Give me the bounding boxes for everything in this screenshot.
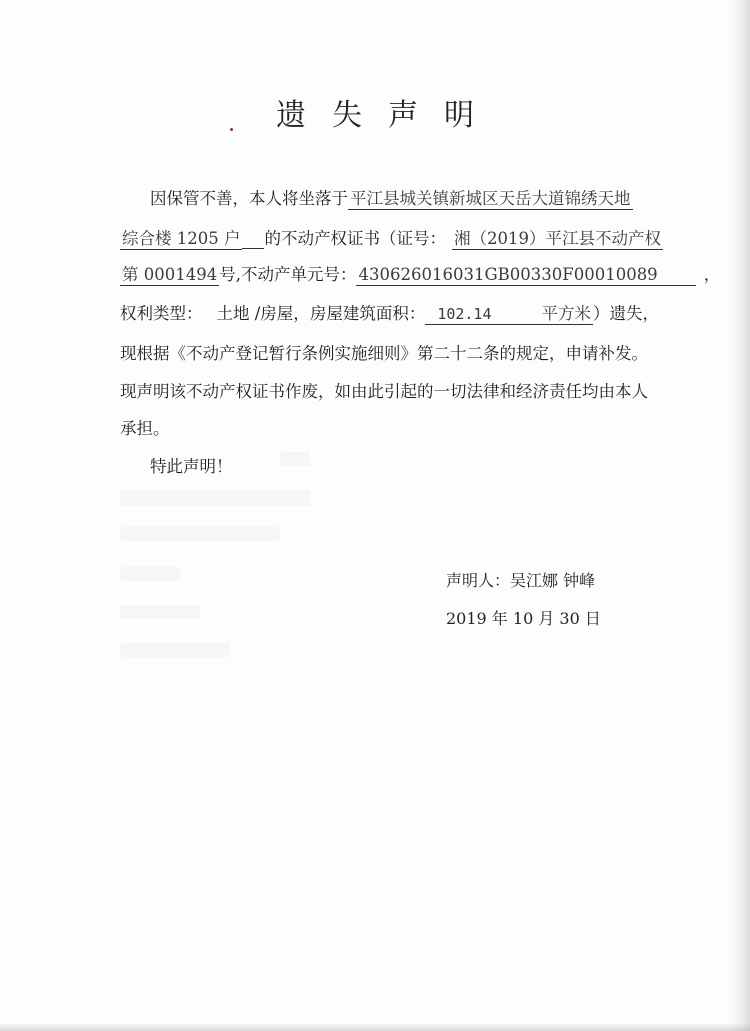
- declarant-names: 吴江娜 钟峰: [510, 571, 596, 590]
- bottom-edge: [0, 1023, 750, 1031]
- area-unit: 平方米: [541, 304, 591, 323]
- closing-statement: 特此声明！: [150, 457, 233, 476]
- declarant-label: 声明人：: [446, 571, 511, 590]
- body-line-5: 现根据《不动产登记暂行条例实施细则》第二十二条的规定，申请补发。: [120, 344, 648, 363]
- blank-underline: [242, 234, 264, 249]
- address-part-2: 综合楼 1205 户: [122, 229, 241, 248]
- show-through-mark: [120, 490, 310, 506]
- body-line-3: [120, 265, 720, 285]
- body-line-7: 承担。: [120, 419, 170, 438]
- show-through-mark: [120, 643, 230, 657]
- cert-label: 的不动产权证书（证号：: [264, 229, 446, 248]
- area-value: 102.14 平方米: [425, 305, 593, 325]
- body-line-1: [150, 189, 633, 209]
- cert-number-part-2: 第 0001494: [122, 265, 218, 284]
- area-label: 房屋建筑面积：: [309, 304, 426, 323]
- punct: ，: [703, 265, 721, 284]
- cert-number-part-1: 湘（2019）平江县不动产权: [453, 229, 661, 248]
- declaration-date: 2019 年 10 月 30 日: [446, 609, 601, 628]
- lost-text: ）遗失，: [593, 304, 659, 323]
- show-through-mark: [120, 567, 180, 581]
- binding-edge: [728, 0, 750, 1031]
- address-part-1: 平江县城关镇新城区天岳大道锦绣天地: [350, 189, 631, 208]
- right-type-value: 土地 /房屋，: [216, 304, 310, 323]
- document-title: 遗失声明: [276, 98, 500, 133]
- body-line-4: [120, 304, 659, 324]
- unit-number: 430626016031GB00330F00010089: [356, 265, 695, 286]
- unit-label: 号,不动产单元号：: [219, 265, 357, 284]
- show-through-mark: [120, 605, 200, 619]
- declarant-line: [446, 571, 595, 591]
- body-line-6: 现声明该不动产权证书作废，如由此引起的一切法律和经济责任均由本人: [120, 382, 648, 401]
- body-line-2: [120, 229, 663, 249]
- show-through-mark: [120, 527, 280, 541]
- intro-text: 因保管不善，本人将坐落于: [150, 189, 348, 208]
- show-through-mark: [280, 452, 310, 466]
- right-type-label: 权利类型：: [120, 304, 203, 323]
